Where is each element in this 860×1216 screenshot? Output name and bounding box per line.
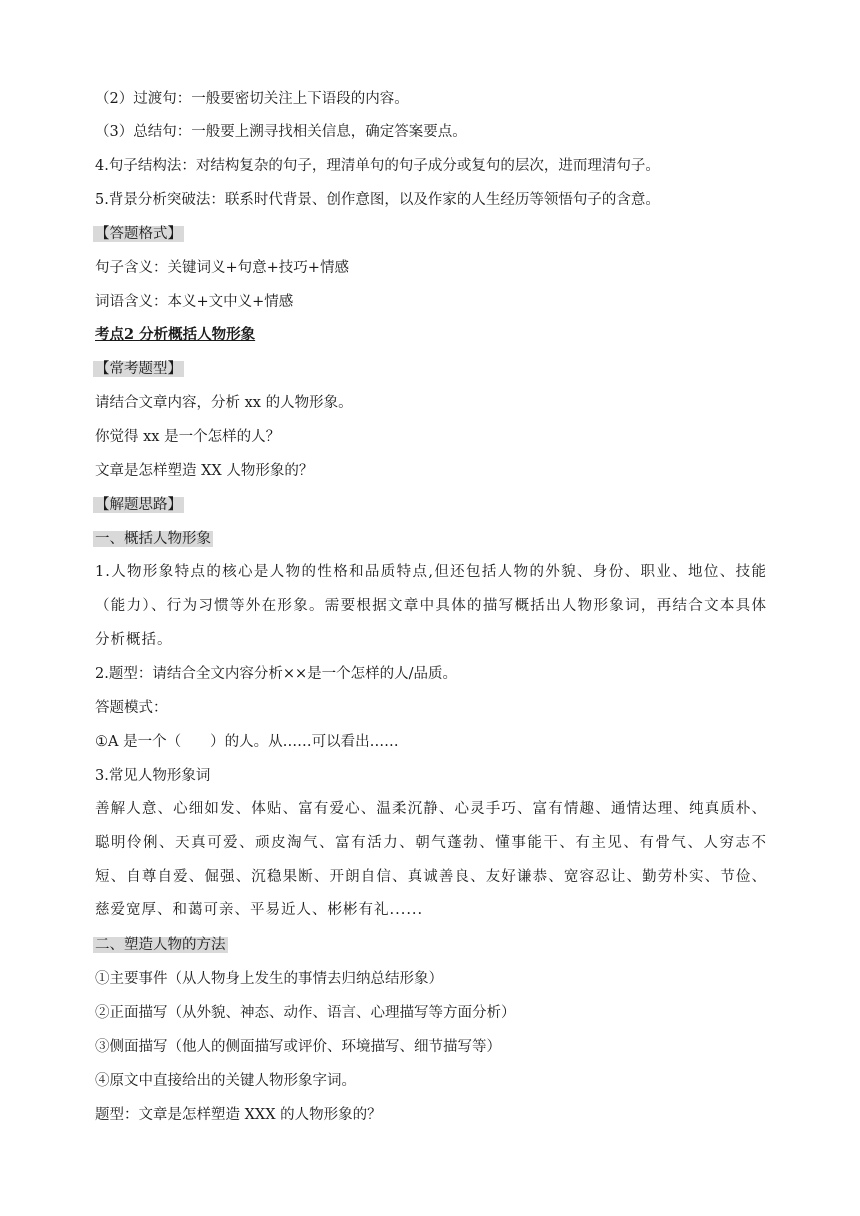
text-line: ①A 是一个（ ）的人。从……可以看出…… (95, 734, 399, 750)
text-line: 题型：文章是怎样塑造 XXX 的人物形象的？ (95, 1107, 382, 1123)
text-line: 3.常见人物形象词 (95, 768, 211, 784)
summarize-character-label: 一、概括人物形象 (95, 531, 211, 547)
paragraph: 善解人意、心细如发、体贴、富有爱心、温柔沉静、心灵手巧、富有情趣、通情达理、纯真质朴、聪明伶俐、天真可爱、顽皮淘气、富有活力、朝气蓬勃、懂事能干、有主见、有骨气、人穷志不短、自尊自爱、倔强、沉稳果断、开朗自信、真诚善良、友好谦恭、宽容忍让、勤劳朴实、节俭、慈爱宽厚、和蔼可亲、平易近人、彬彬有礼...... (95, 801, 767, 919)
section-label (95, 494, 184, 516)
section-heading: 考点2 分析概括人物形象 (95, 326, 256, 343)
text-line: （3）总结句：一般要上溯寻找相关信息，确定答案要点。 (95, 124, 467, 140)
subsection-label (95, 934, 228, 956)
character-methods-label: 二、塑造人物的方法 (95, 937, 226, 953)
text-line: 文章是怎样塑造 XX 人物形象的？ (95, 463, 314, 479)
text-line: 2.题型：请结合全文内容分析××是一个怎样的人/品质。 (95, 666, 458, 682)
solution-approach-label: 【解题思路】 (95, 497, 182, 513)
text-line: ②正面描写（从外貌、神态、动作、语言、心理描写等方面分析） (95, 1005, 516, 1021)
text-line: ④原文中直接给出的关键人物形象字词。 (95, 1073, 356, 1089)
text-line: ①主要事件（从人物身上发生的事情去归纳总结形象） (95, 971, 443, 987)
text-line: 你觉得 xx 是一个怎样的人？ (95, 429, 281, 445)
section-label (95, 358, 184, 380)
text-line: 词语含义：本义+文中义+情感 (95, 294, 294, 310)
paragraph: 1.人物形象特点的核心是人物的性格和品质特点,但还包括人物的外貌、身份、职业、地位、技能（能力）、行为习惯等外在形象。需要根据文章中具体的描写概括出人物形象词，再结合文本具体分析概括。 (95, 564, 767, 648)
answer-format-label: 【答题格式】 (95, 226, 182, 242)
section-label (95, 223, 184, 245)
text-line: 4.句子结构法：对结构复杂的句子，理清单句的句子成分或复句的层次，进而理清句子。 (95, 158, 660, 174)
subsection-label (95, 528, 213, 550)
text-line: 请结合文章内容，分析 xx 的人物形象。 (95, 395, 353, 411)
question-types-label: 【常考题型】 (95, 361, 182, 377)
text-line: （2）过渡句：一般要密切关注上下语段的内容。 (95, 91, 409, 107)
text-line: 答题模式： (95, 700, 168, 716)
text-line: ③侧面描写（他人的侧面描写或评价、环境描写、细节描写等） (95, 1039, 501, 1055)
text-line: 句子含义：关键词义+句意+技巧+情感 (95, 260, 349, 276)
text-line: 5.背景分析突破法：联系时代背景、创作意图，以及作家的人生经历等领悟句子的含意。 (95, 192, 660, 208)
